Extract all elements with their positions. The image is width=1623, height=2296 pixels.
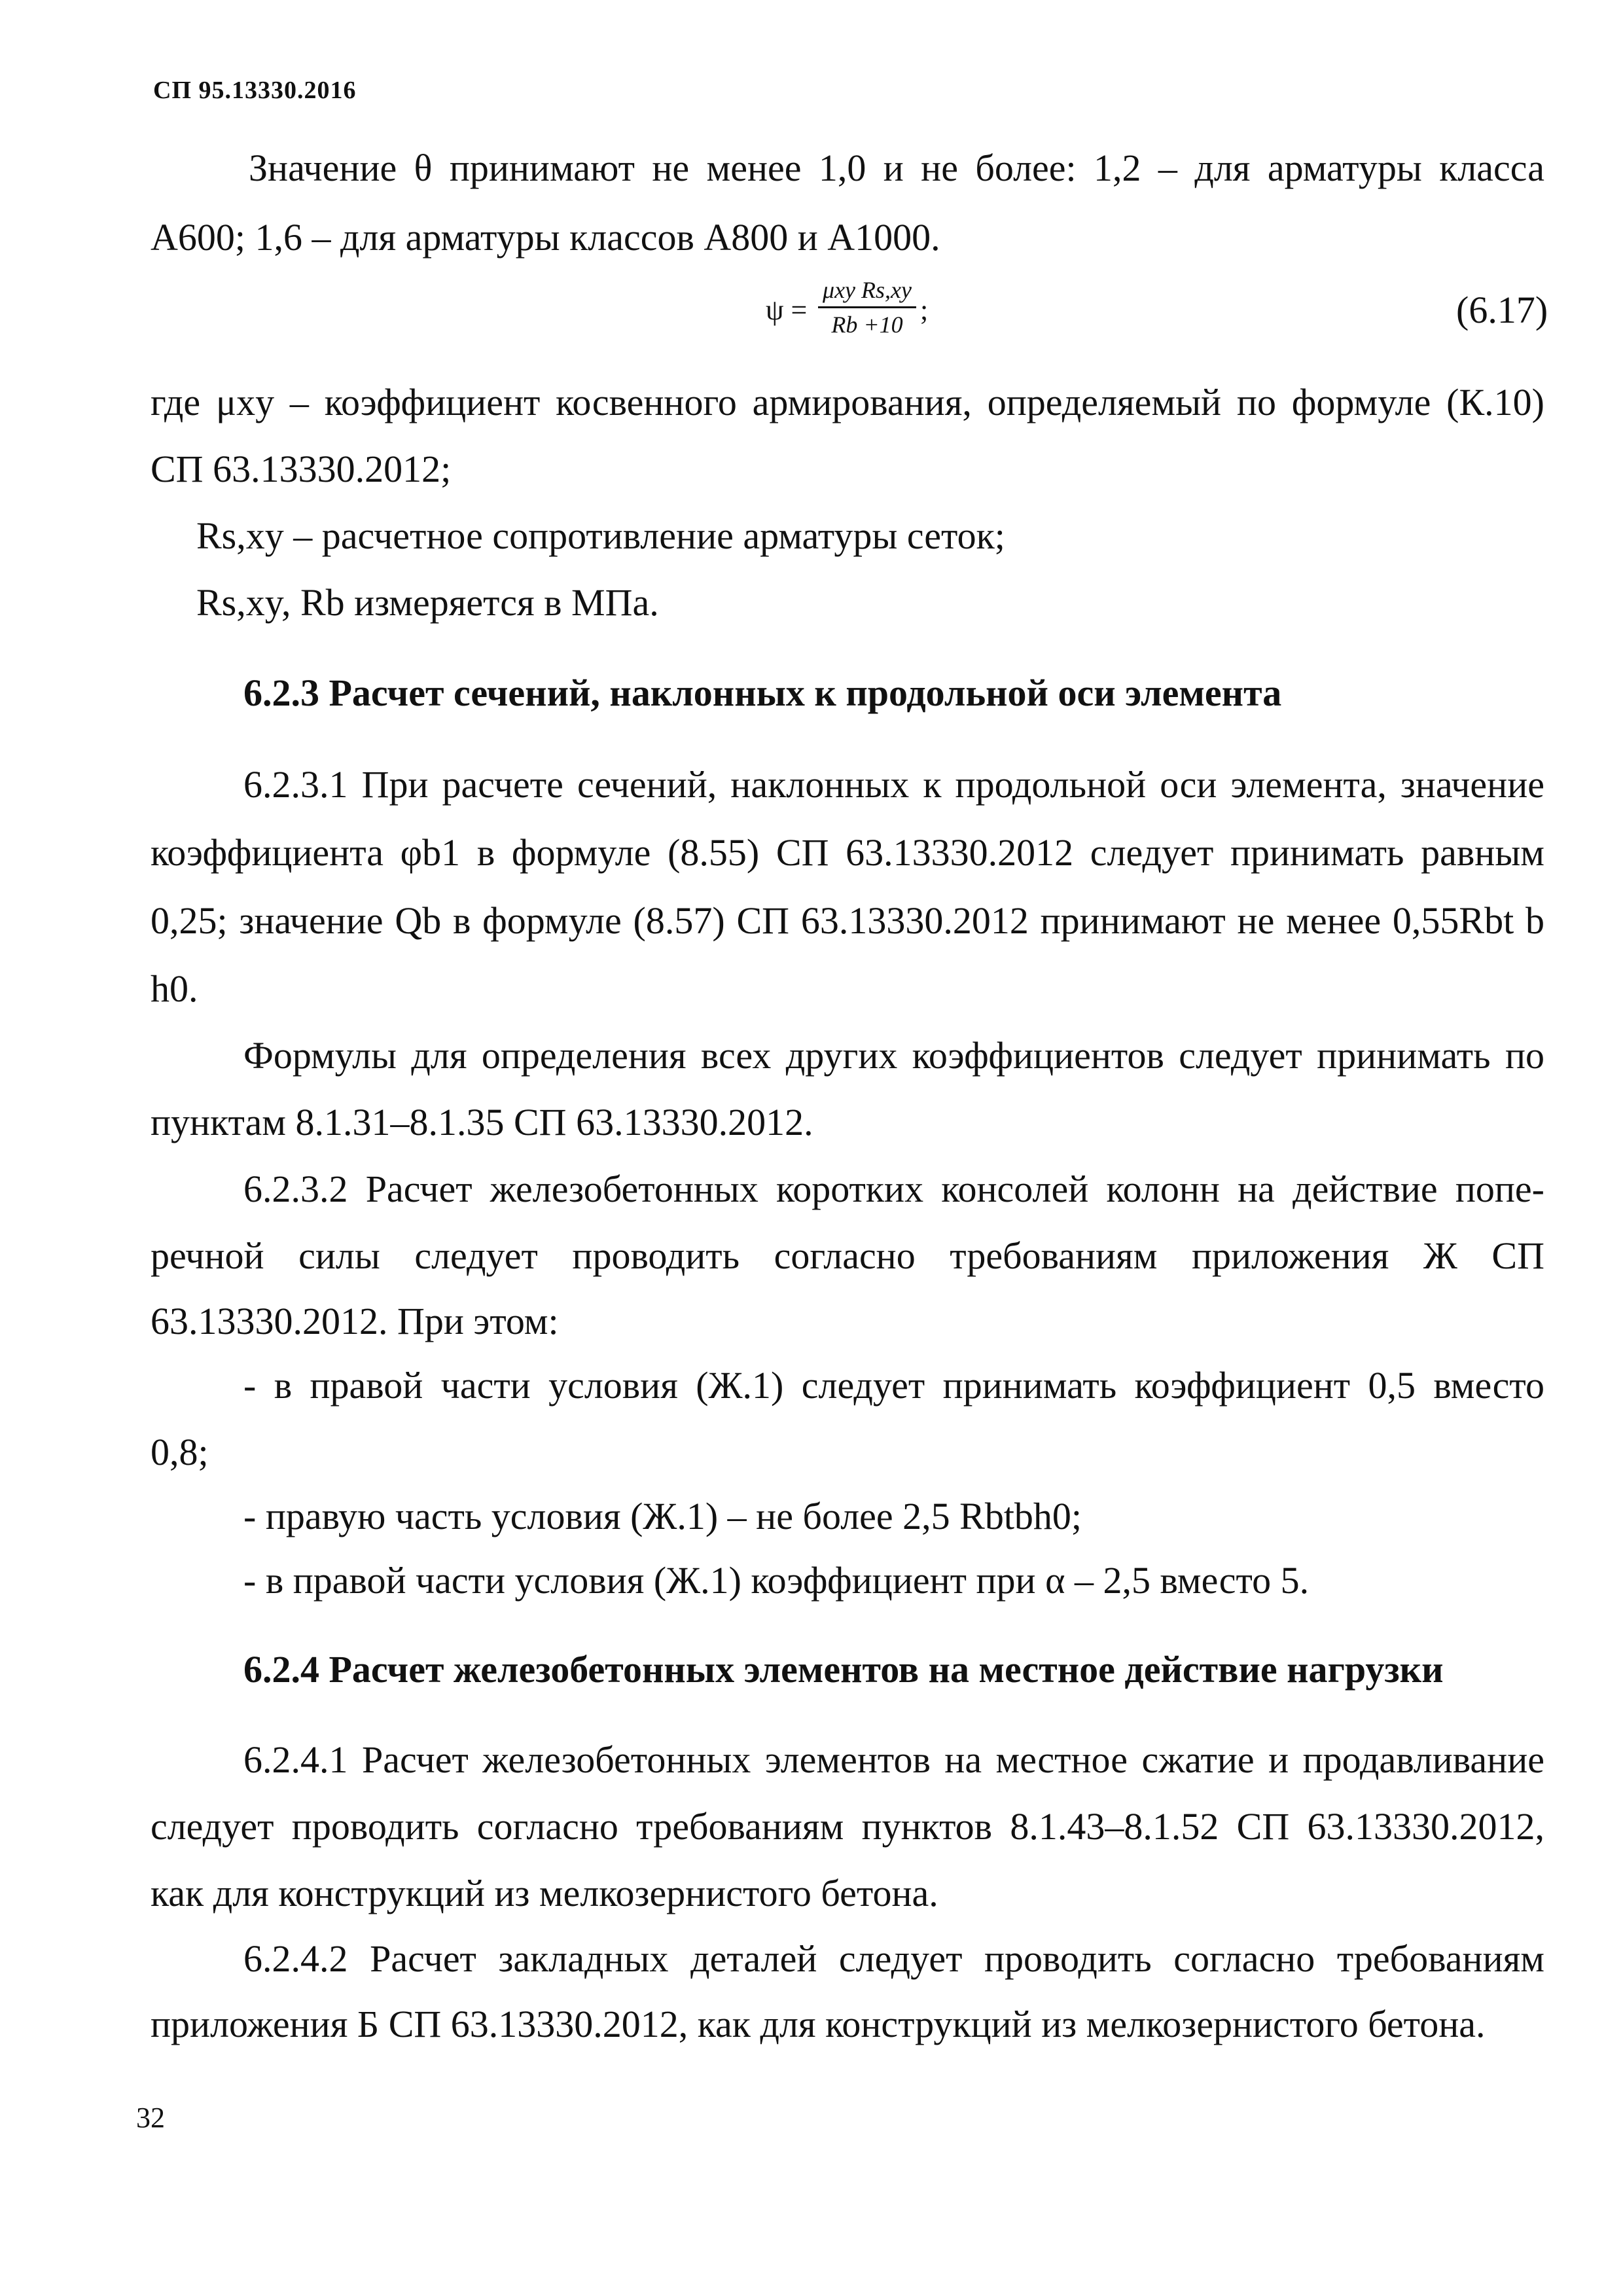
page-number: 32 — [136, 2102, 165, 2134]
text-line: - в правой части условия (Ж.1) следует принимать коэффициент 0,5 вместо — [243, 1364, 1544, 1407]
text-line: Значение θ принимают не менее 1,0 и не более: 1,2 – для арматуры класса — [249, 147, 1544, 189]
text-line: коэффициента φb1 в формуле (8.55) СП 63.13330.2012 следует принимать равным — [151, 831, 1544, 874]
text-line: А600; 1,6 – для арматуры классов А800 и А1000. — [151, 216, 940, 259]
text-line: Rs,xy – расчетное сопротивление арматуры сеток; — [196, 514, 1005, 557]
text-line: h0. — [151, 967, 198, 1010]
document-code-header: СП 95.13330.2016 — [153, 77, 357, 104]
text-line: 6.2.4.1 Расчет железобетонных элементов на местное сжатие и продавливание — [243, 1738, 1544, 1781]
text-line: 0,8; — [151, 1431, 209, 1473]
text-line: следует проводить согласно требованиям пунктов 8.1.43–8.1.52 СП 63.13330.2012, — [151, 1805, 1544, 1848]
text-line: - правую часть условия (Ж.1) – не более 2,5 Rbtbh0; — [243, 1495, 1082, 1537]
text-line: 0,25; значение Qb в формуле (8.57) СП 63.13330.2012 принимают не менее 0,55Rbt b — [151, 899, 1544, 942]
text-line: пунктам 8.1.31–8.1.35 СП 63.13330.2012. — [151, 1101, 813, 1143]
text-line: где μxy – коэффициент косвенного армирования, определяемый по формуле (К.10) — [151, 381, 1544, 423]
section-heading-6-2-4: 6.2.4 Расчет железобетонных элементов на местное действие нагрузки — [243, 1648, 1444, 1691]
text-line: как для конструкций из мелкозернистого бетона. — [151, 1872, 938, 1914]
text-line: СП 63.13330.2012; — [151, 448, 452, 490]
formula-6-17 — [766, 275, 936, 347]
formula-numerator: μxy Rs,xy — [823, 277, 912, 303]
formula-fraction — [818, 275, 916, 340]
formula-lhs: ψ = — [766, 294, 808, 326]
text-line: 63.13330.2012. При этом: — [151, 1300, 559, 1342]
text-line: Rs,xy, Rb измеряется в МПа. — [196, 581, 659, 624]
text-line: приложения Б СП 63.13330.2012, как для конструкций из мелкозернистого бетона. — [151, 2003, 1486, 2045]
text-line: Формулы для определения всех других коэффициентов следует принимать по — [243, 1034, 1544, 1077]
equation-number: (6.17) — [1456, 289, 1548, 331]
section-heading-6-2-3: 6.2.3 Расчет сечений, наклонных к продольной оси элемента — [243, 672, 1282, 714]
text-line: 6.2.3.2 Расчет железобетонных коротких консолей колонн на действие попе- — [243, 1168, 1544, 1210]
text-line: речной силы следует проводить согласно требованиям приложения Ж СП — [151, 1234, 1544, 1277]
text-line: - в правой части условия (Ж.1) коэффициент при α – 2,5 вместо 5. — [243, 1559, 1310, 1602]
formula-denominator: Rb +10 — [831, 312, 903, 338]
formula-punct: ; — [920, 294, 929, 326]
text-line: 6.2.4.2 Расчет закладных деталей следует проводить согласно требованиям — [243, 1937, 1544, 1980]
fraction-bar — [818, 306, 916, 308]
text-line: 6.2.3.1 При расчете сечений, наклонных к продольной оси элемента, значение — [243, 763, 1544, 806]
